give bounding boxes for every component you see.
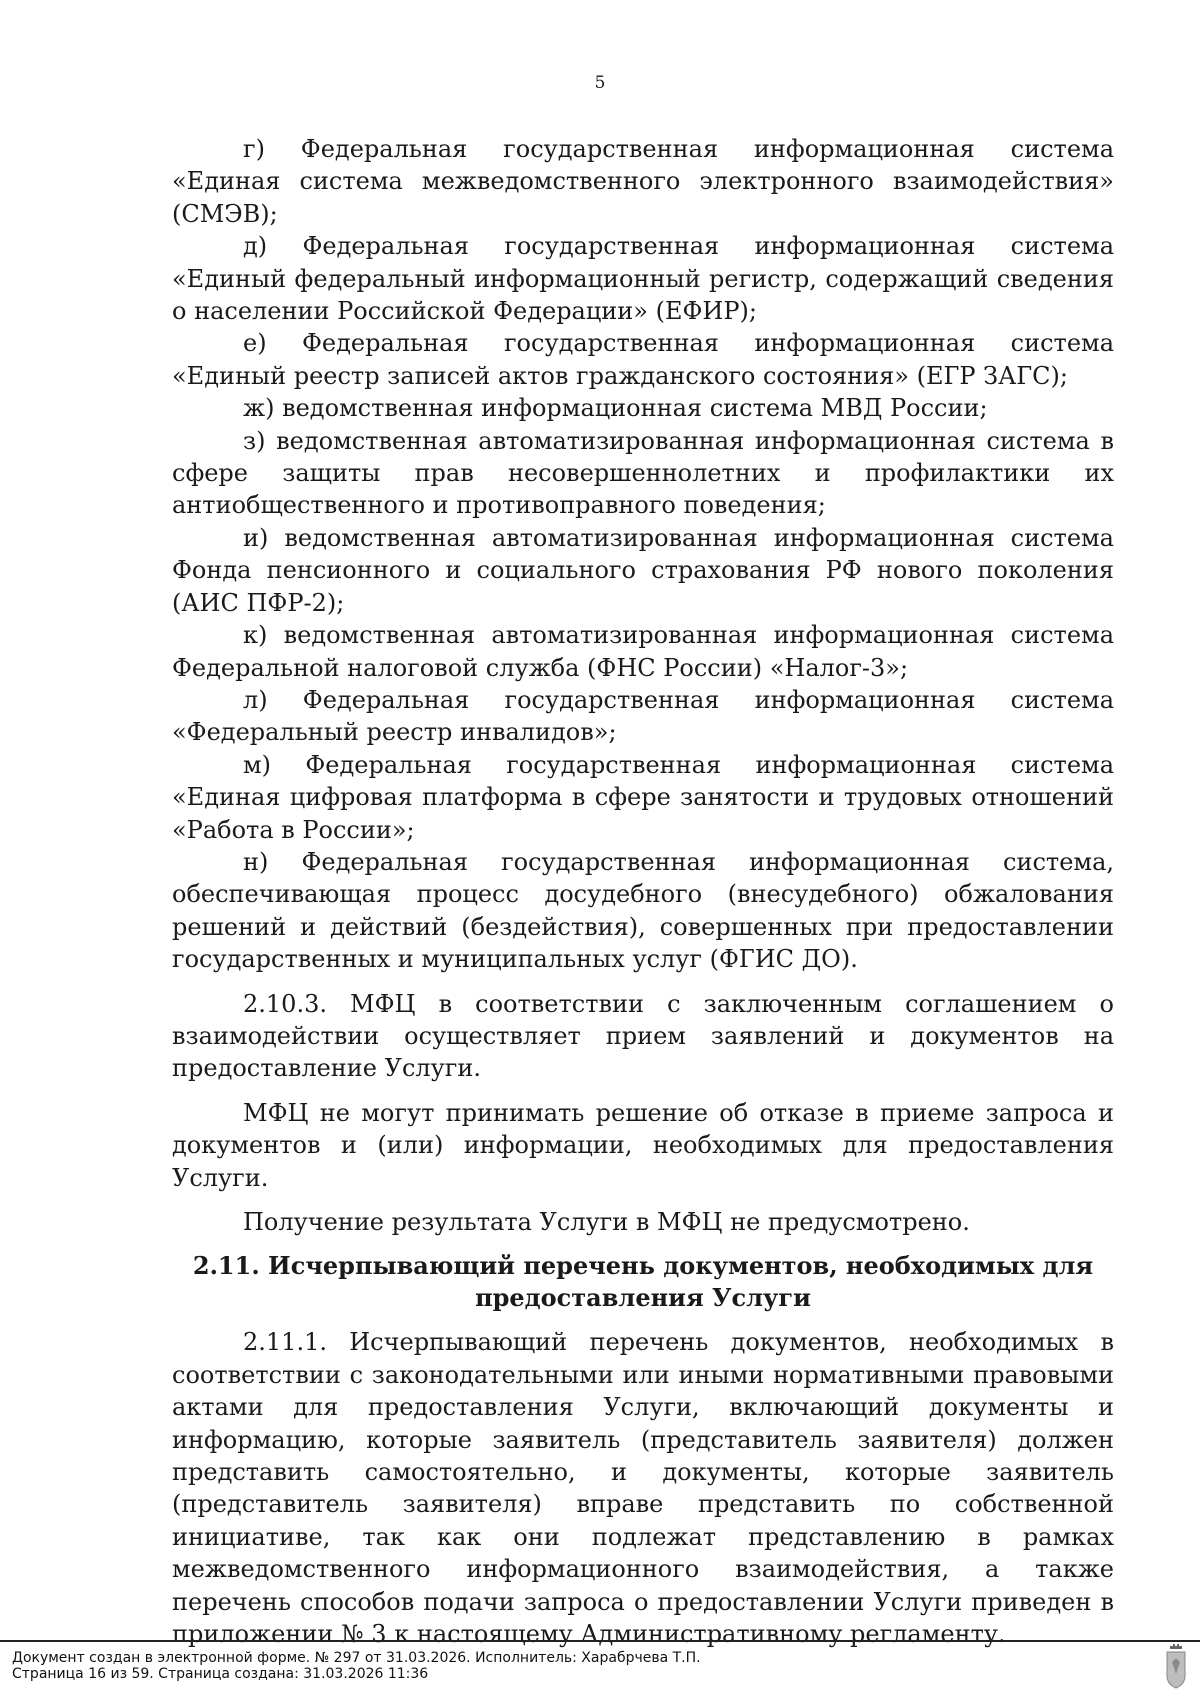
list-item-z: з) ведомственная автоматизированная информационная система в сфере защиты прав несовершеннолетних и профилактики их антиобщественного и противоправного поведения;: [172, 426, 1114, 520]
section-heading: 2.11. Исчерпывающий перечень документов, необходимых для предоставления Услуги: [192, 1251, 1094, 1313]
document-body: [172, 133, 1114, 1650]
list-item-i: и) ведомственная автоматизированная информационная система Фонда пенсионного и социального страхования РФ нового поколения (АИС ПФР-2);: [172, 523, 1114, 617]
mfc-result-paragraph: Получение результата Услуги в МФЦ не предусмотрено.: [243, 1208, 970, 1236]
list-item-l: л) Федеральная государственная информационная система «Федеральный реестр инвалидов»;: [172, 685, 1114, 747]
list-item-k: к) ведомственная автоматизированная информационная система Федеральной налоговой служба (ФНС России) «Налог-3»;: [172, 621, 1114, 682]
footer-text: [12, 1650, 701, 1682]
clause-2-11-1: 2.11.1. Исчерпывающий перечень документов, необходимых в соответствии с законодательными или иными нормативными правовыми актами для предоставления Услуги, включающий документы и информацию, которые заявитель (представитель заявителя) должен представить самостоятельно, и документы, которые заявитель (представитель заявителя) вправе представить по собственной инициативе, так как они подлежат представлению в рамках межведомственного информационного взаимодействия, а также перечень способов подачи запроса о предоставлении Услуги приведен в приложении № 3 к настоящему Административному регламенту.: [172, 1328, 1114, 1649]
list-item-d: д) Федеральная государственная информационная система «Единый федеральный информационный регистр, содержащий сведения о населении Российской Федерации» (ЕФИР);: [172, 232, 1114, 326]
footer-line-2: Страница 16 из 59. Страница создана: 31.03.2026 11:36: [12, 1666, 429, 1682]
list-item-e: е) Федеральная государственная информационная система «Единый реестр записей актов гражданского состояния» (ЕГР ЗАГС);: [172, 329, 1114, 390]
mfc-refusal-paragraph: МФЦ не могут принимать решение об отказе в приеме запроса и документов и (или) информации, необходимых для предоставления Услуги.: [172, 1098, 1114, 1192]
footer-line-1: Документ создан в электронной форме. № 297 от 31.03.2026. Исполнитель: Харабрчева Т.П.: [12, 1650, 701, 1666]
list-item-g: г) Федеральная государственная информационная система «Единая система межведомственного электронного взаимодействия» (СМЭВ);: [172, 135, 1114, 228]
list-item-zh: ж) ведомственная информационная система МВД России;: [243, 394, 988, 423]
clause-2-10-3: 2.10.3. МФЦ в соответствии с заключенным соглашением о взаимодействии осуществляет прием заявлений и документов на предоставление Услуги.: [172, 989, 1114, 1083]
coat-of-arms-icon: [1164, 1644, 1188, 1690]
document-footer: [0, 1640, 1200, 1682]
list-item-n: н) Федеральная государственная информационная система, обеспечивающая процесс досудебного (внесудебного) обжалования решений и действий (бездействия), совершенных при предоставлении государственных и муниципальных услуг (ФГИС ДО).: [172, 847, 1114, 974]
list-item-m: м) Федеральная государственная информационная система «Единая цифровая платформа в сфере занятости и трудовых отношений «Работа в России»;: [172, 750, 1114, 844]
page-number: 5: [594, 73, 606, 93]
